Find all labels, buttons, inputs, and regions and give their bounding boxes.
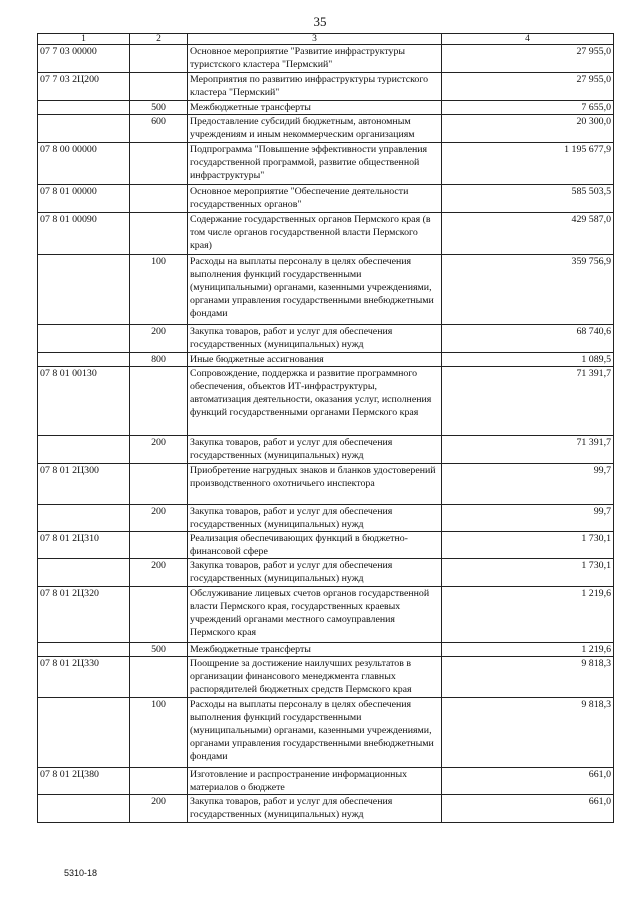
table-row [38,73,614,101]
table-row [38,532,614,559]
row-name: Основное мероприятие "Обеспечение деятельности государственных органов" [188,185,442,213]
table-row [38,353,614,367]
row-name: Поощрение за достижение наилучших результатов в организации финансового менеджмента главных распорядителей бюджетных средств Пермского края [188,656,442,697]
row-expense-type [130,464,188,505]
row-amount: 7 655,0 [442,101,614,115]
row-code [38,794,130,822]
row-code: 07 8 01 2Ц320 [38,586,130,642]
table-row [38,255,614,325]
row-amount: 1 195 677,9 [442,143,614,185]
row-name: Расходы на выплаты персоналу в целях обеспечения выполнения функций государственными (муниципальными) органами, казенными учреждениями, органами управления государственными внебюджетными фондами [188,697,442,767]
row-name: Приобретение нагрудных знаков и бланков удостоверений производственного охотничьего инспектора [188,464,442,505]
table-row [38,794,614,822]
row-code: 07 8 01 00130 [38,367,130,436]
row-name: Закупка товаров, работ и услуг для обеспечения государственных (муниципальных) нужд [188,559,442,586]
row-name: Закупка товаров, работ и услуг для обеспечения государственных (муниципальных) нужд [188,505,442,532]
row-amount: 1 730,1 [442,559,614,586]
column-header-3: 3 [188,34,442,45]
row-code: 07 8 01 2Ц300 [38,464,130,505]
row-code [38,255,130,325]
table-row [38,115,614,143]
row-amount: 1 089,5 [442,353,614,367]
row-expense-type: 500 [130,101,188,115]
table-row [38,697,614,767]
row-expense-type: 500 [130,642,188,656]
column-header-2: 2 [130,34,188,45]
row-name: Предоставление субсидий бюджетным, автономным учреждениям и иным некоммерческим организациям [188,115,442,143]
row-name: Основное мероприятие "Развитие инфраструктуры туристского кластера "Пермский" [188,45,442,73]
table-row [38,656,614,697]
row-code [38,325,130,353]
row-expense-type [130,143,188,185]
row-amount: 1 219,6 [442,642,614,656]
row-code [38,101,130,115]
row-expense-type [130,73,188,101]
row-code: 07 8 01 2Ц330 [38,656,130,697]
row-code: 07 7 03 2Ц200 [38,73,130,101]
row-name: Содержание государственных органов Пермского края (в том числе органов государственной власти Пермского края) [188,213,442,255]
row-code [38,436,130,464]
row-amount: 99,7 [442,505,614,532]
table-row [38,143,614,185]
page-number: 35 [313,14,327,29]
row-amount: 9 818,3 [442,656,614,697]
row-name: Закупка товаров, работ и услуг для обеспечения государственных (муниципальных) нужд [188,436,442,464]
row-code [38,353,130,367]
row-code [38,505,130,532]
row-name: Межбюджетные трансферты [188,101,442,115]
row-expense-type [130,185,188,213]
row-code [38,559,130,586]
row-name: Обслуживание лицевых счетов органов государственной власти Пермского края, государственных краевых учреждений органами местного самоуправления Пермского края [188,586,442,642]
table-row [38,325,614,353]
row-amount: 1 219,6 [442,586,614,642]
column-header-1: 1 [38,34,130,45]
row-expense-type: 600 [130,115,188,143]
row-code: 07 8 01 00000 [38,185,130,213]
row-name: Сопровождение, поддержка и развитие программного обеспечения, объектов ИТ-инфраструктуры, автоматизация деятельности, оказания услуг, исполнения функций государственными органами Пермского края [188,367,442,436]
row-expense-type [130,586,188,642]
table-row [38,436,614,464]
table-row [38,213,614,255]
row-amount: 585 503,5 [442,185,614,213]
column-header-4: 4 [442,34,614,45]
table-row [38,559,614,586]
table-row [38,586,614,642]
row-name: Расходы на выплаты персоналу в целях обеспечения выполнения функций государственными (муниципальными) органами, казенными учреждениями, органами управления государственными внебюджетными фондами [188,255,442,325]
row-name: Реализация обеспечивающих функций в бюджетно-финансовой сфере [188,532,442,559]
row-expense-type: 200 [130,559,188,586]
row-amount: 359 756,9 [442,255,614,325]
table-row [38,45,614,73]
table-row [38,367,614,436]
row-code: 07 8 01 2Ц310 [38,532,130,559]
row-name: Изготовление и распространение информационных материалов о бюджете [188,767,442,794]
row-name: Мероприятия по развитию инфраструктуры туристского кластера "Пермский" [188,73,442,101]
table-row [38,185,614,213]
row-name: Иные бюджетные ассигнования [188,353,442,367]
row-expense-type [130,45,188,73]
row-expense-type: 200 [130,505,188,532]
row-amount: 27 955,0 [442,73,614,101]
row-expense-type [130,656,188,697]
row-expense-type: 200 [130,436,188,464]
table-row [38,642,614,656]
row-amount: 20 300,0 [442,115,614,143]
table-row [38,101,614,115]
document-code: 5310-18 [64,868,98,878]
row-code: 07 8 01 2Ц380 [38,767,130,794]
row-amount: 71 391,7 [442,436,614,464]
row-expense-type [130,213,188,255]
row-amount: 68 740,6 [442,325,614,353]
row-expense-type: 200 [130,794,188,822]
row-amount: 429 587,0 [442,213,614,255]
row-code: 07 8 01 00090 [38,213,130,255]
row-name: Межбюджетные трансферты [188,642,442,656]
row-expense-type [130,367,188,436]
row-name: Подпрограмма "Повышение эффективности управления государственной программой, развитие общественной инфраструктуры" [188,143,442,185]
row-expense-type: 100 [130,255,188,325]
row-name: Закупка товаров, работ и услуг для обеспечения государственных (муниципальных) нужд [188,794,442,822]
table-row [38,464,614,505]
table-row [38,505,614,532]
row-expense-type: 800 [130,353,188,367]
row-code [38,697,130,767]
table-body [38,45,614,823]
row-amount: 1 730,1 [442,532,614,559]
row-code: 07 7 03 00000 [38,45,130,73]
row-expense-type: 200 [130,325,188,353]
row-code [38,115,130,143]
row-name: Закупка товаров, работ и услуг для обеспечения государственных (муниципальных) нужд [188,325,442,353]
row-expense-type [130,532,188,559]
table-row [38,767,614,794]
row-amount: 71 391,7 [442,367,614,436]
row-code [38,642,130,656]
row-expense-type [130,767,188,794]
table-header-row [38,34,614,45]
budget-table [37,33,614,823]
row-amount: 661,0 [442,794,614,822]
row-amount: 9 818,3 [442,697,614,767]
row-code: 07 8 00 00000 [38,143,130,185]
row-amount: 27 955,0 [442,45,614,73]
row-amount: 99,7 [442,464,614,505]
row-amount: 661,0 [442,767,614,794]
row-expense-type: 100 [130,697,188,767]
